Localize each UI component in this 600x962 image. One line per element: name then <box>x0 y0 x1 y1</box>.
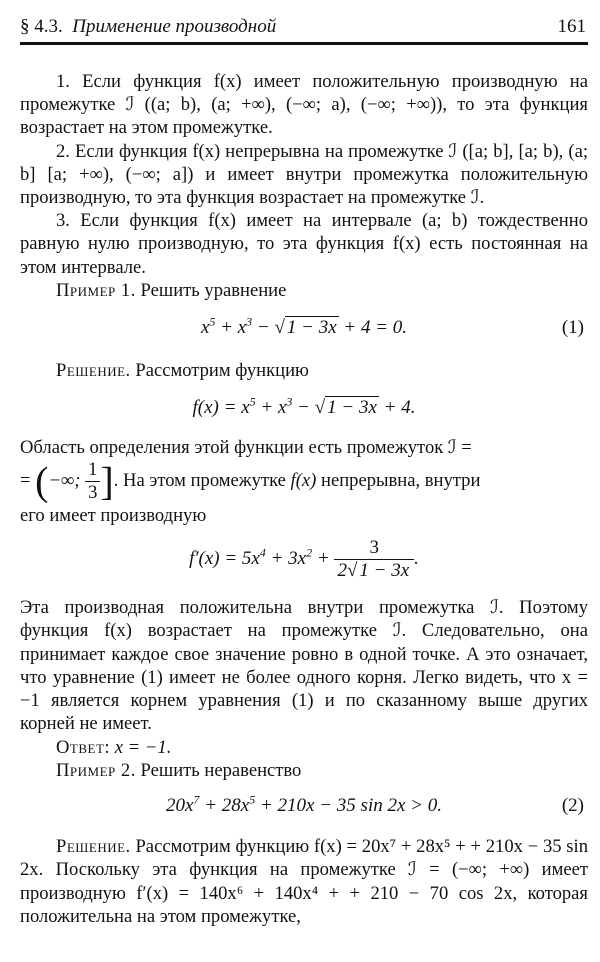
answer-value: x = −1. <box>114 736 172 758</box>
example-1-heading <box>20 279 588 302</box>
paragraph-after-derivative: Эта производная положительна внутри промежутка ℐ. Поэтому функция f(x) возрастает на промежутке ℐ. Следовательно, она принимает каждое свое значение ровно в одной точке. А это означает, что уравнение (1) имеет не более одного корня. Легко видеть, что x = −1 является корнем уравнения (1) и по сказанному выше других корней не имеет. <box>20 597 588 735</box>
example-2-label: Пример 2. <box>56 759 136 781</box>
example-2-text: Решить неравенство <box>140 759 302 781</box>
solution-label: Решение. <box>56 360 131 382</box>
equation-2-number: (2) <box>561 794 584 816</box>
book-page <box>20 0 588 962</box>
paragraph-2: 2. Если функция f(x) непрерывна на промежутке ℐ ([a; b], [a; b), (a; b] [a; +∞), (−∞; a]) и имеет внутри промежутка положительную производную, то эта функция возрастает на промежутке ℐ. <box>20 140 588 209</box>
solution-2-text: Рассмотрим функцию f(x) = 20x⁷ + 28x⁵ + + 210x − 35 sin 2x. Поскольку эта функция на промежутке ℐ = (−∞; +∞) имеет производную f′(x) = 140x⁶ + 140x⁴ + + 210 − 70 cos 2x, которая положительна на этом промежутке, <box>20 836 588 927</box>
example-1-text: Решить уравнение <box>140 279 287 301</box>
running-header <box>20 16 588 38</box>
solution-1-text: Рассмотрим функцию <box>135 360 309 382</box>
equation-1-number: (1) <box>561 317 584 339</box>
example-2-heading <box>20 759 588 782</box>
page-content <box>20 70 588 928</box>
domain-line-2: = (−∞; $\frac{1}{3}$ ]. На этом промежутке f(x) непрерывна, внутри <box>20 458 481 504</box>
domain-line-1: Область определения этой функции есть промежуток ℐ = <box>20 436 472 458</box>
example-1-label: Пример 1. <box>56 279 136 301</box>
paragraph-3: 3. Если функция f(x) имеет на интервале (a; b) тождественно равную нулю производную, то эта функция f(x) есть постоянная на этом интервале. <box>20 210 588 278</box>
page-number: 161 <box>557 16 586 37</box>
derivative-equation: $f'(x) = 5x^4 + 3x^2$ + $\frac{3}{2√ 1 - 3x}$ . <box>189 537 419 582</box>
solution-1-heading <box>20 359 588 382</box>
solution-2-label: Решение. <box>56 836 131 858</box>
section-number: § 4.3. <box>20 16 63 37</box>
answer-line <box>20 736 588 759</box>
answer-label: Ответ: <box>56 736 111 758</box>
equation-2: $20x^7 + 28x^5 + 210x - 35$ sin 2x > 0. (2) <box>166 792 584 816</box>
domain-line-3: его имеет производную <box>20 505 207 527</box>
header-rule <box>20 42 588 45</box>
chapter-title: Применение производной <box>72 16 277 37</box>
paragraph-1: 1. Если функция f(x) имеет положительную производную на промежутке ℐ ((a; b), (a; +∞), (−∞; a), (−∞; +∞)), то эта функция возрастает на этом промежутке. <box>20 71 588 139</box>
solution-2-paragraph <box>20 835 588 928</box>
equation-1: $x^5 + x^3$ − √ 1 − 3x + 4 = 0. (1) <box>200 314 584 339</box>
function-definition: $f(x) = x^5 + x^3$ − √ 1 − 3x + 4. <box>192 395 416 419</box>
